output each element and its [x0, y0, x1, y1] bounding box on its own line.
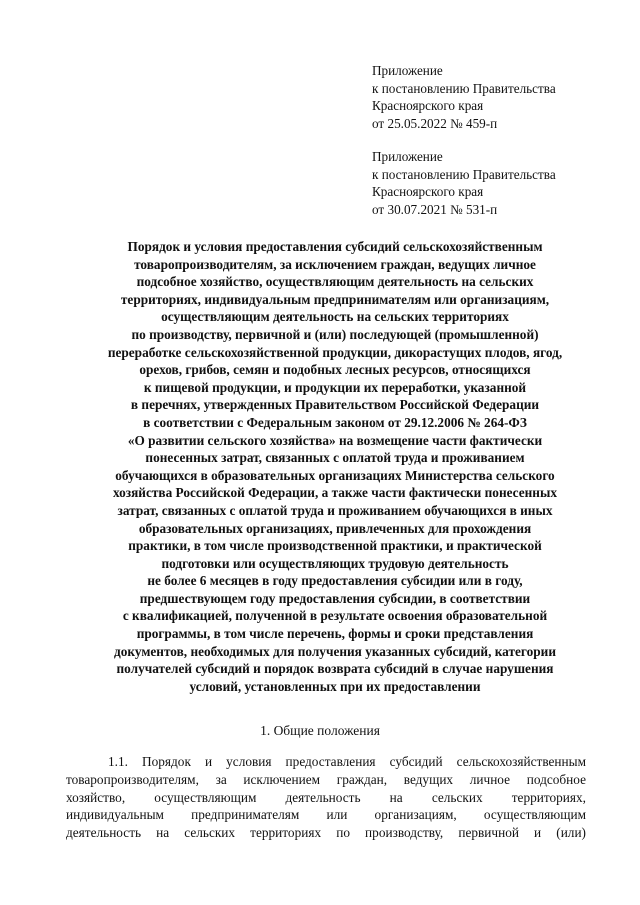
title-line: подготовки или осуществляющих трудовую деятельность — [161, 555, 509, 571]
title-line: «О развитии сельского хозяйства» на возмещение части фактически — [127, 432, 543, 448]
title-line: документов, необходимых для получения указанных субсидий, категории — [114, 643, 556, 659]
appendix-note-current — [372, 62, 622, 132]
appendix-line: от 30.07.2021 № 531-п — [372, 201, 498, 217]
title-line: с квалификацией, полученной в результате освоения образовательной — [122, 608, 548, 624]
title-line: осуществляющим деятельность на сельских территориях — [161, 309, 509, 325]
document-title — [40, 238, 630, 695]
title-line: образовательных организациях, привлеченных для прохождения — [138, 520, 532, 536]
appendix-line: Приложение — [372, 149, 443, 164]
section-heading: 1. Общие положения — [260, 723, 380, 738]
appendix-note-original — [372, 148, 622, 218]
title-line: подсобное хозяйство, осуществляющим деятельность на сельских — [136, 274, 534, 290]
paragraph-line: 1.1. Порядок и условия предоставления субсидий сельскохозяйственным — [108, 754, 586, 769]
title-line: программы, в том числе перечень, формы и сроки представления — [136, 626, 534, 642]
title-line: практики, в том числе производственной практики, и практической — [128, 538, 542, 554]
appendix-line: к постановлению Правительства — [372, 166, 556, 182]
title-line: в перечнях, утвержденных Правительством Российской Федерации — [130, 397, 540, 413]
title-line: обучающихся в образовательных организациях Министерства сельского — [115, 467, 555, 483]
title-line: орехов, грибов, семян и подобных лесных ресурсов, относящихся — [139, 362, 531, 378]
title-line: предшествующем году предоставления субсидии, в соответствии — [139, 590, 531, 606]
paragraph-line: хозяйство, осуществляющим деятельность на сельских территориях, — [66, 789, 586, 805]
title-line: понесенных затрат, связанных с оплатой труда и проживанием — [145, 450, 525, 466]
title-line: хозяйства Российской Федерации, а также части фактически понесенных — [112, 485, 558, 501]
title-line: товаропроизводителям, за исключением граждан, ведущих личное — [134, 256, 536, 272]
title-line: условий, установленных при их предоставлении — [189, 678, 481, 694]
title-line: Порядок и условия предоставления субсидий сельскохозяйственным — [127, 239, 543, 254]
paragraph-line: деятельность на сельских территориях по производству, первичной и (или) — [66, 825, 586, 841]
paragraph-line: индивидуальным предпринимателям или организациям, осуществляющим — [66, 807, 586, 823]
appendix-line: от 25.05.2022 № 459-п — [372, 115, 498, 131]
title-line: по производству, первичной и (или) последующей (промышленной) — [131, 326, 539, 342]
title-line: в соответствии с Федеральным законом от 29.12.2006 № 264-ФЗ — [143, 414, 527, 430]
appendix-line: Приложение — [372, 63, 443, 78]
title-line: получателей субсидий и порядок возврата субсидий в случае нарушения — [116, 661, 554, 677]
paragraph-line: товаропроизводителям, за исключением граждан, ведущих личное подсобное — [66, 771, 586, 787]
appendix-line: Красноярского края — [372, 98, 484, 113]
paragraph-1-1 — [66, 753, 586, 842]
title-line: затрат, связанных с оплатой труда и проживанием обучающихся в иных — [117, 502, 553, 518]
title-line: территориях, индивидуальным предпринимателям или организациям, — [120, 291, 550, 307]
appendix-line: Красноярского края — [372, 184, 484, 199]
title-line: переработке сельскохозяйственной продукции, дикорастущих плодов, ягод, — [107, 344, 563, 360]
appendix-line: к постановлению Правительства — [372, 80, 556, 96]
title-line: к пищевой продукции, и продукции их переработки, указанной — [143, 379, 527, 395]
title-line: не более 6 месяцев в году предоставления субсидии или в году, — [147, 573, 523, 589]
